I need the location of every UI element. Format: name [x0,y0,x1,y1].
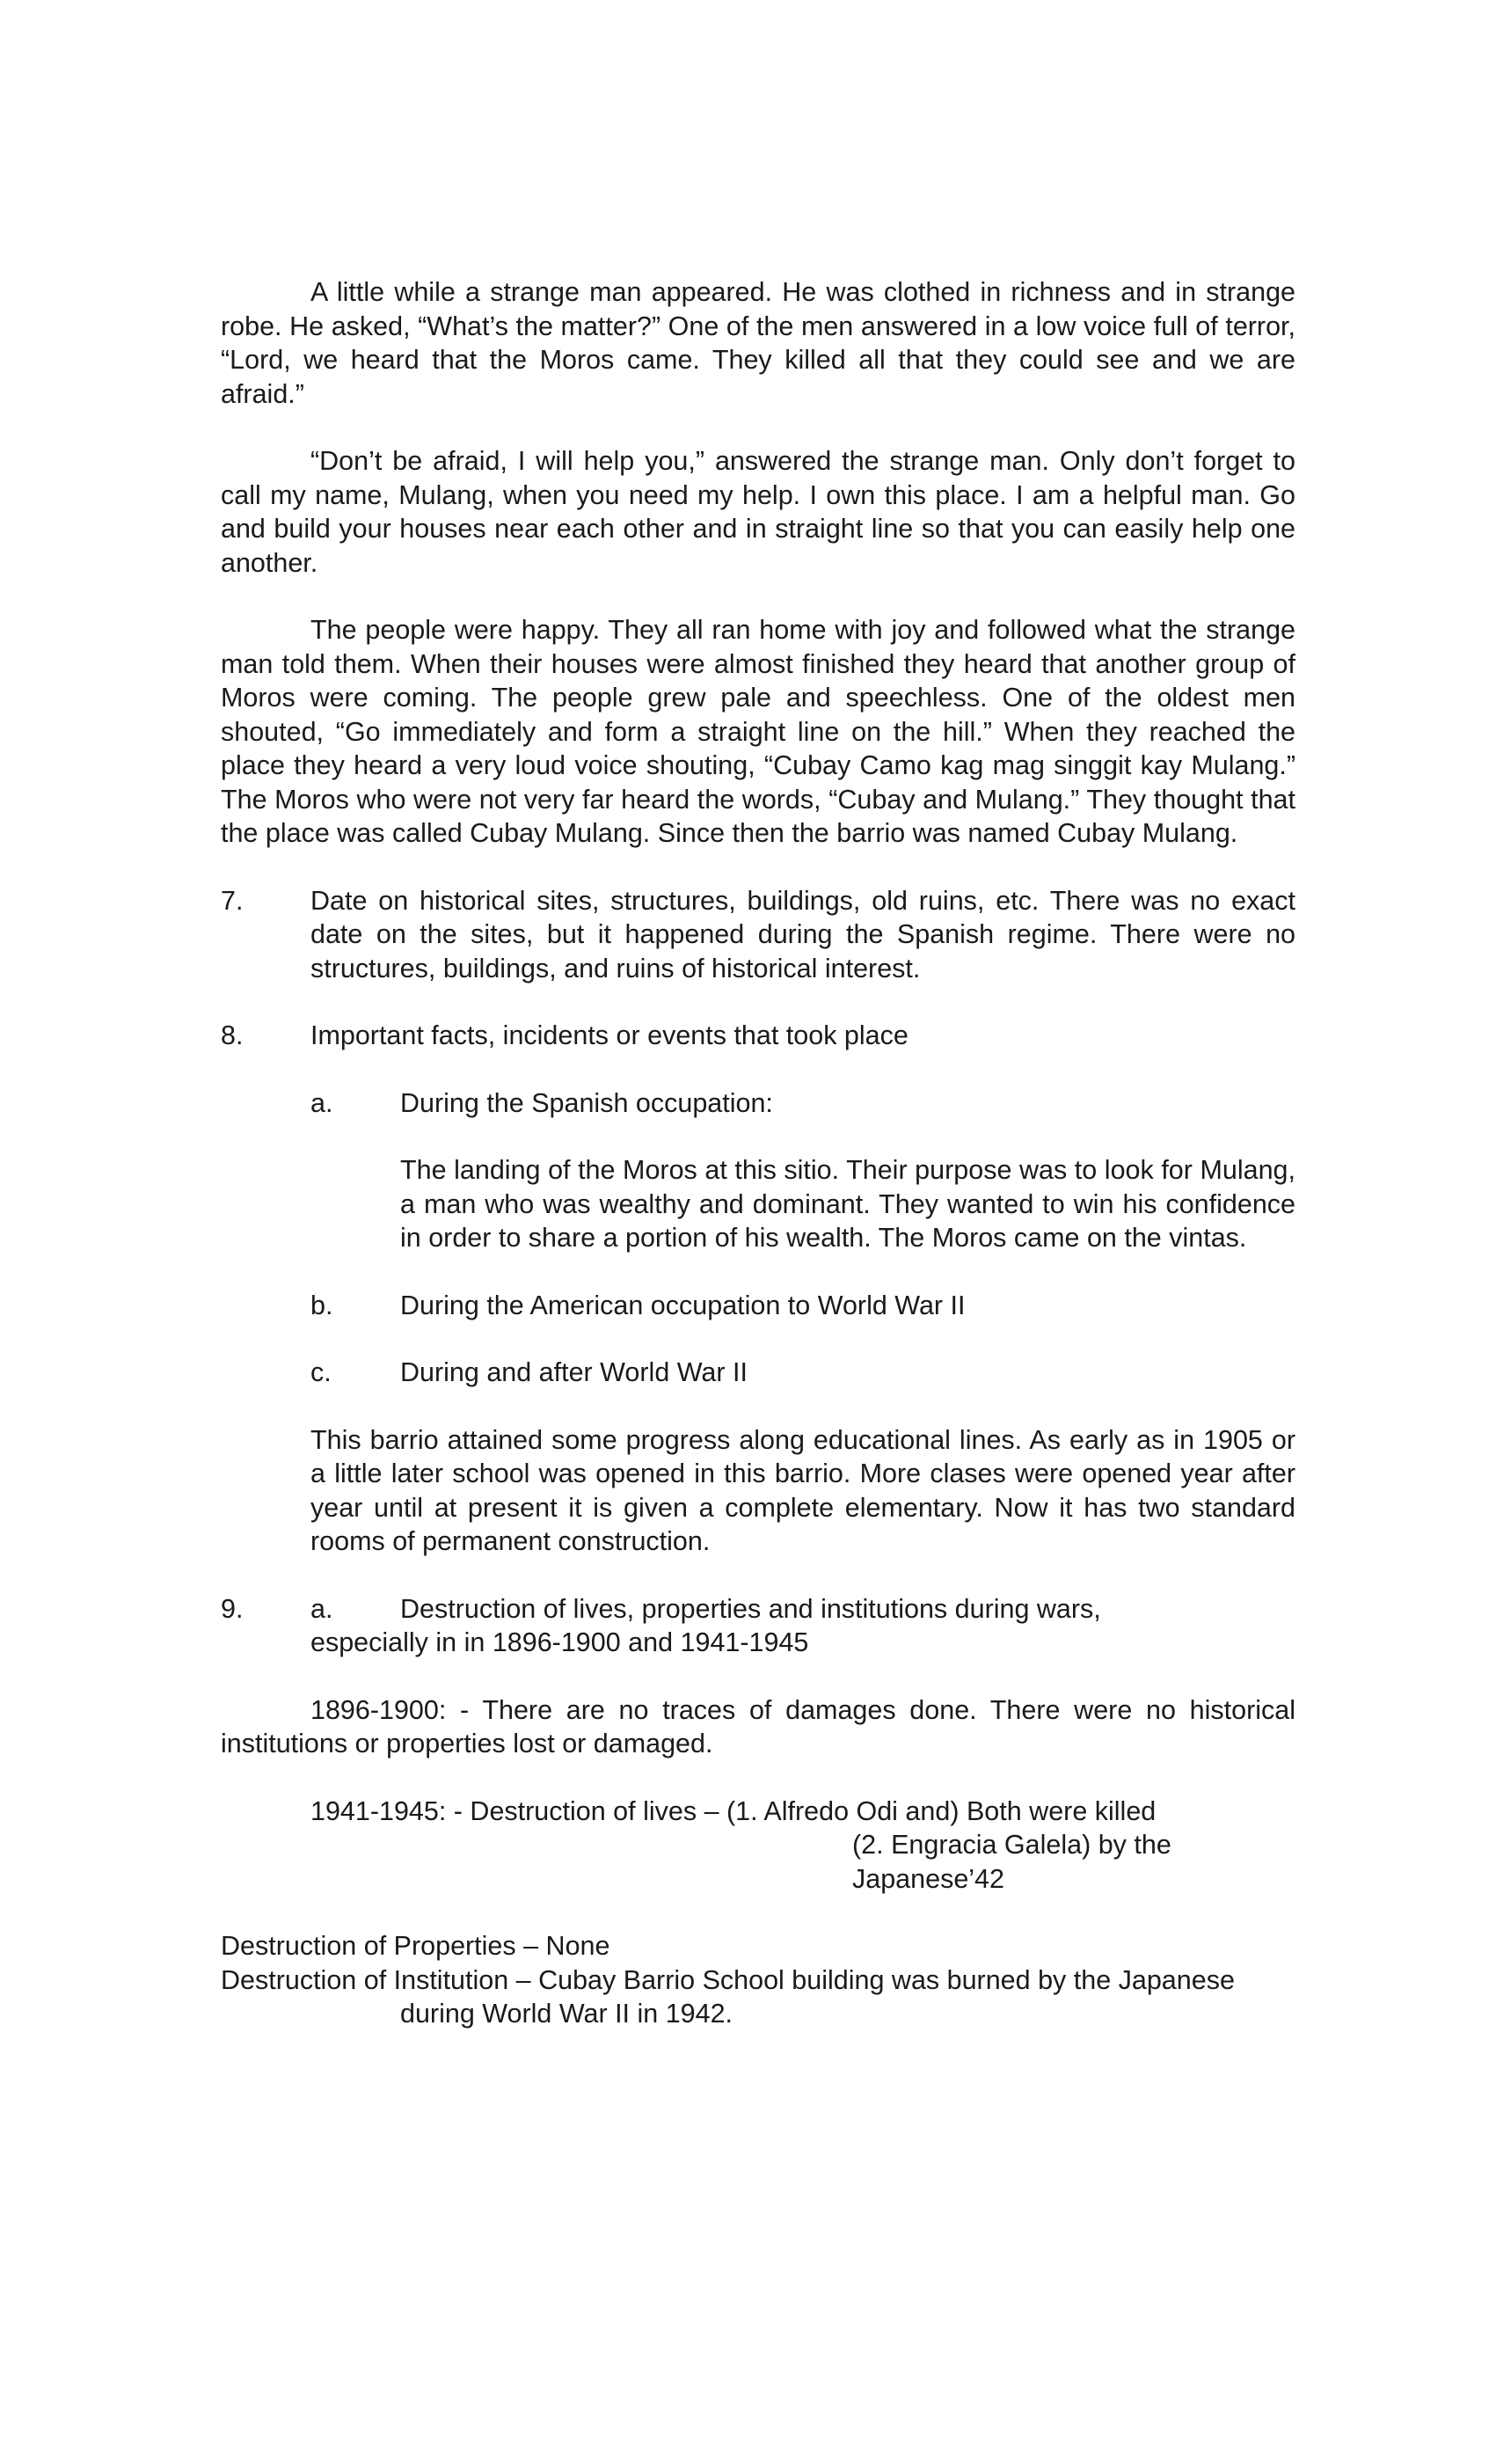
period-1941-1945-line2: (2. Engracia Galela) by the Japanese’42 [852,1830,1171,1894]
item-8-progress: This barrio attained some progress along educational lines. As early as in 1905 or a little later school was opened in this barrio. More clases were opened year after year until at present it is given a complete elementary. Now it has two standard rooms of permanent construction. [310,1424,1295,1556]
item-9-number: 9. [221,1593,244,1624]
item-8c-letter: c. [310,1357,332,1387]
item-8c-title: During and after World War II [400,1357,748,1387]
item-7-text: Date on historical sites, structures, buildings, old ruins, etc. There was no exact date on the sites, but it happened during the Spanish regime. There were no structures, buildings, and ruins of historical interest. [310,885,1295,983]
period-1941-1945 [310,1795,1295,1897]
item-8a-letter: a. [310,1087,333,1118]
item-8c [310,1356,1295,1390]
item-9 [221,1592,1295,1627]
item-8a-body: The landing of the Moros at this sitio. Their purpose was to look for Mulang, a man who was wealthy and dominant. They wanted to win his confidence in order to share a portion of his wealth. The Moros came on the vintas. [400,1155,1295,1253]
destruction-properties: Destruction of Properties – None [221,1931,610,1961]
item-9-letter: a. [310,1593,333,1624]
item-8a-title: During the Spanish occupation: [400,1087,773,1118]
paragraph-strange-man: A little while a strange man appeared. He was clothed in richness and in strange robe. He asked, “What’s the matter?” One of the men answered in a low voice full of terror, “Lord, we heard that the Moros came. They killed all that they could see and we are afraid.” [221,277,1295,409]
item-8-number: 8. [221,1020,244,1050]
item-8b-letter: b. [310,1290,333,1320]
destruction-institution: Destruction of Institution – Cubay Barrio School building was burned by the Japanese during World War II in 1942. [221,1964,1235,2029]
item-7 [221,884,1295,986]
item-9-line1: Destruction of lives, properties and institutions during wars, [400,1593,1101,1624]
item-8-text: Important facts, incidents or events that took place [310,1020,909,1050]
paragraph-dont-be-afraid: “Don’t be afraid, I will help you,” answered the strange man. Only don’t forget to call my name, Mulang, when you need my help. I own this place. I am a helpful man. Go and build your houses near each other and in straight line so that you can easily help one another. [221,446,1295,578]
item-8b [310,1289,1295,1323]
period-1941-1945-line1: 1941-1945: - Destruction of lives – (1. Alfredo Odi and) Both were killed [310,1795,1157,1826]
item-7-number: 7. [221,885,244,916]
period-1896-1900: 1896-1900: - There are no traces of damages done. There were no historical institutions or properties lost or damaged. [221,1694,1295,1758]
item-8b-title: During the American occupation to World War II [400,1290,966,1320]
paragraph-people-happy: The people were happy. They all ran home with joy and followed what the strange man told them. When their houses were almost finished they heard that another group of Moros were coming. The people grew pale and speechless. One of the oldest men shouted, “Go immediately and form a straight line on the hill.” When they reached the place they heard a very loud voice shouting, “Cubay Camo kag mag singgit kay Mulang.” The Moros who were not very far heard the words, “Cubay and Mulang.” They thought that the place was called Cubay Mulang. Since then the barrio was named Cubay Mulang. [221,615,1295,848]
item-8 [221,1019,1295,1053]
document-page [221,275,1295,2031]
item-9-line2: especially in in 1896-1900 and 1941-1945 [310,1627,809,1657]
item-8a [310,1086,1295,1121]
